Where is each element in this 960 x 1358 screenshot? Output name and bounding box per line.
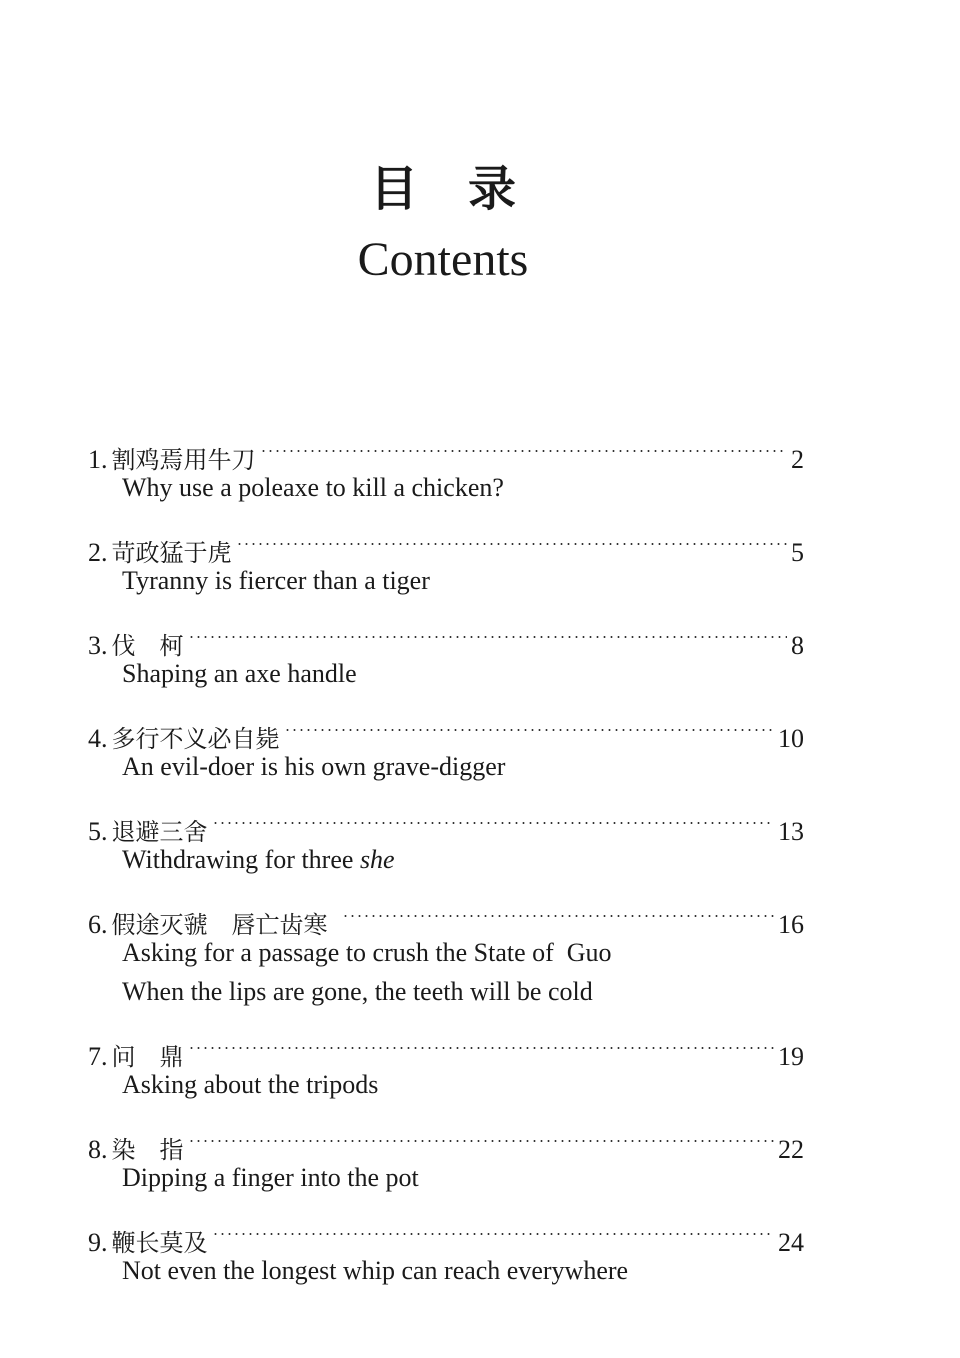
dot-leader: [342, 893, 775, 933]
entry-page-number: 16: [778, 910, 804, 939]
entry-english-title: Tyranny is fiercer than a tiger: [122, 566, 430, 595]
dot-leader: [188, 1025, 775, 1065]
toc-entry-8[interactable]: [88, 1118, 804, 1197]
entry-english-title: Asking for a passage to crush the State of Guo: [122, 938, 612, 967]
entry-number: 7.: [88, 1042, 108, 1071]
toc-entry-7[interactable]: [88, 1025, 804, 1104]
entry-number: 4.: [88, 724, 108, 753]
toc-entry-2[interactable]: [88, 521, 804, 600]
entry-page-number: 22: [778, 1135, 804, 1164]
entry-chinese-title: 伐 柯: [111, 632, 184, 660]
entry-chinese-title: 染 指: [111, 1136, 184, 1164]
entry-chinese-title: 割鸡焉用牛刀: [111, 446, 256, 474]
entry-chinese-title: 鞭长莫及: [111, 1229, 208, 1257]
dot-leader: [212, 1211, 775, 1251]
entry-chinese-title: 苛政猛于虎: [111, 539, 232, 567]
dot-leader: [260, 428, 788, 468]
entry-chinese-title: 多行不义必自毙: [111, 725, 280, 753]
entry-chinese-title: 假途灭虢 唇亡齿寒: [111, 911, 328, 939]
toc-entry-9[interactable]: [88, 1211, 804, 1290]
entry-english-title: Why use a poleaxe to kill a chicken?: [122, 473, 504, 502]
entry-page-number: 8: [791, 631, 804, 660]
entry-chinese-title: 问 鼎: [111, 1043, 184, 1071]
entry-number: 3.: [88, 631, 108, 660]
entry-page-number: 13: [778, 817, 804, 846]
entry-english-title-line-2: When the lips are gone, the teeth will be cold: [122, 977, 593, 1006]
entry-english-title: Shaping an axe handle: [122, 659, 357, 688]
entry-number: 9.: [88, 1228, 108, 1257]
dot-leader: [188, 1118, 775, 1158]
entry-page-number: 2: [791, 445, 804, 474]
toc-entry-1[interactable]: [88, 428, 804, 507]
entry-english-title: Dipping a finger into the pot: [122, 1163, 419, 1192]
entry-page-number: 10: [778, 724, 804, 753]
entry-english-text: Withdrawing for three: [122, 845, 360, 874]
entry-english-title: An evil-doer is his own grave-digger: [122, 752, 506, 781]
entry-english-title: [88, 840, 804, 879]
entry-page-number: 5: [791, 538, 804, 567]
dot-leader: [188, 614, 788, 654]
entry-number: 2.: [88, 538, 108, 567]
toc-entry-5[interactable]: [88, 800, 804, 879]
entry-chinese-title: 退避三舍: [111, 818, 208, 846]
toc-entry-4[interactable]: [88, 707, 804, 786]
entry-number: 1.: [88, 445, 108, 474]
entry-english-title: Asking about the tripods: [122, 1070, 379, 1099]
toc-entry-6[interactable]: [88, 893, 804, 1011]
dot-leader: [236, 521, 788, 561]
toc-entry-3[interactable]: [88, 614, 804, 693]
entry-english-title: Not even the longest whip can reach everywhere: [122, 1256, 629, 1285]
entry-english-italic: she: [359, 845, 395, 874]
dot-leader: [212, 800, 775, 840]
page-title-chinese: 目录: [369, 163, 566, 216]
entry-page-number: 24: [778, 1228, 804, 1257]
entry-number: 8.: [88, 1135, 108, 1164]
entry-page-number: 19: [778, 1042, 804, 1071]
entry-number: 5.: [88, 817, 108, 846]
page-title-english: Contents: [357, 233, 529, 286]
dot-leader: [284, 707, 775, 747]
entry-number: 6.: [88, 910, 108, 939]
